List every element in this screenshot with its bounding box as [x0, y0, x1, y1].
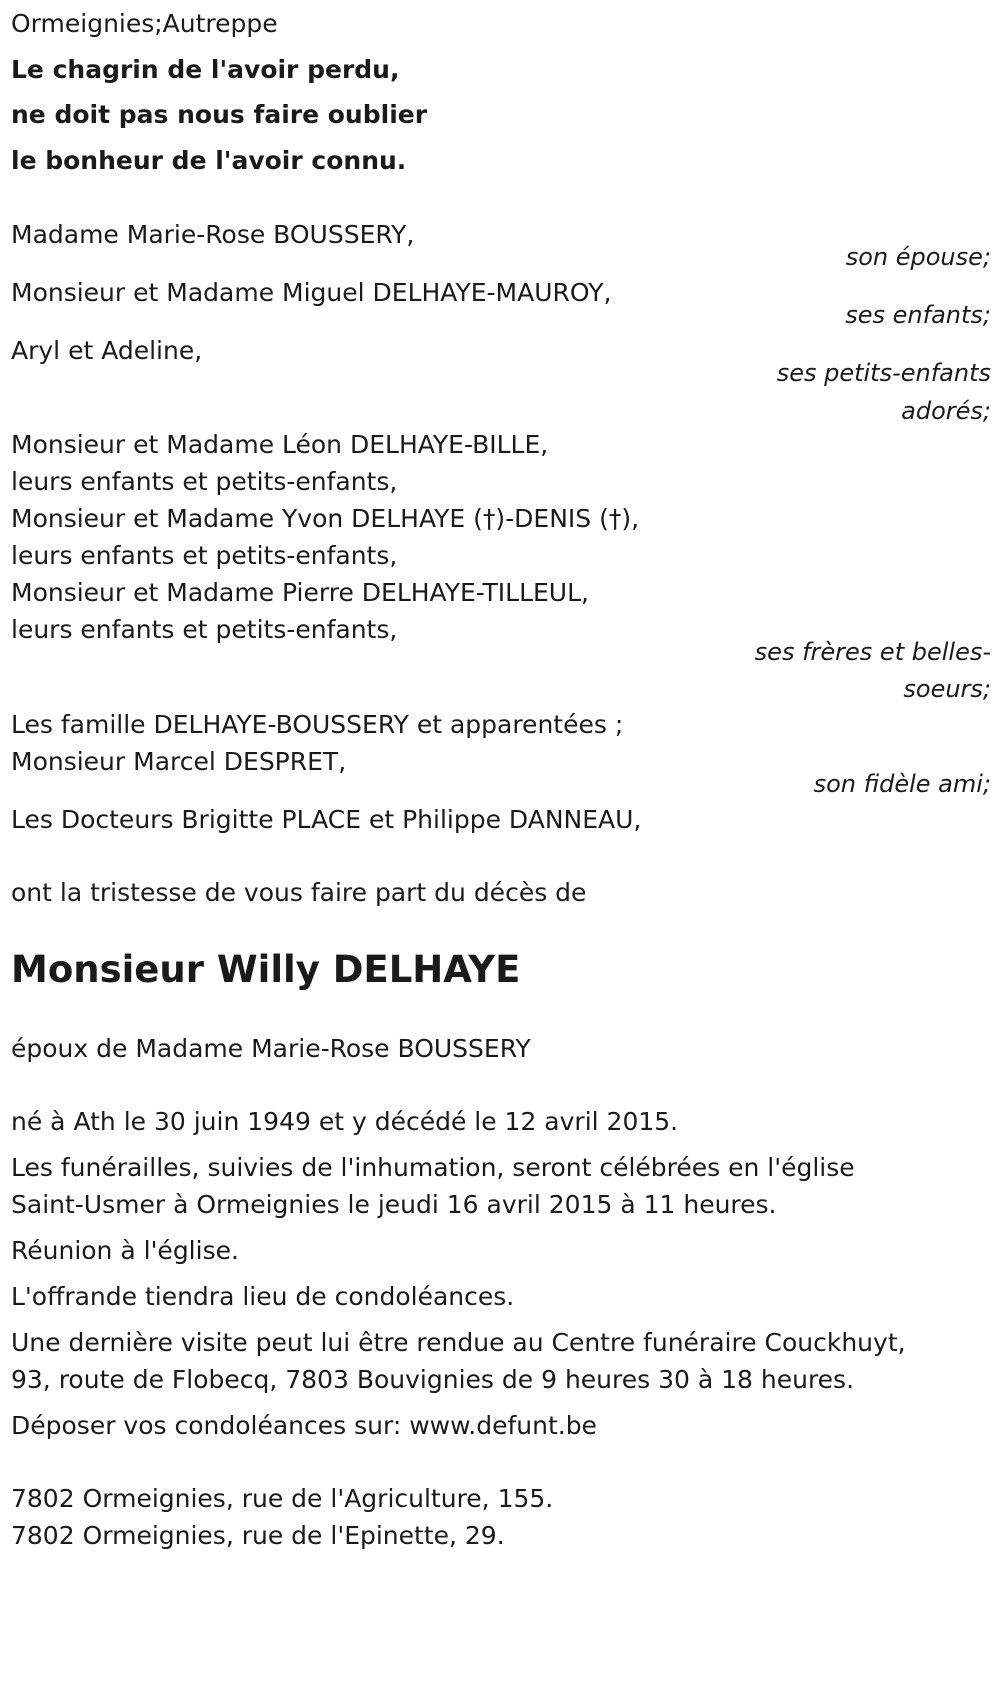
friend-name: Monsieur Marcel DESPRET, — [11, 747, 347, 776]
visit-line-2: 93, route de Flobecq, 7803 Bouvignies de 9 heures 30 à 18 heures. — [11, 1365, 855, 1394]
sibling-line-1: Monsieur et Madame Léon DELHAYE-BILLE, — [11, 430, 549, 459]
condolences-line: Déposer vos condoléances sur: www.defunt.be — [11, 1411, 597, 1440]
birth-death-line: né à Ath le 30 juin 1949 et y décédé le 12 avril 2015. — [11, 1107, 679, 1136]
address-line-2: 7802 Ormeignies, rue de l'Epinette, 29. — [11, 1521, 505, 1550]
sibling-line-5: Monsieur et Madame Pierre DELHAYE-TILLEUL, — [11, 578, 589, 607]
extended-family: Les famille DELHAYE-BOUSSERY et apparentées ; — [11, 710, 624, 739]
siblings-relation-line-1: ses frères et belles- — [754, 638, 991, 666]
spouse-of-line: époux de Madame Marie-Rose BOUSSERY — [11, 1034, 531, 1063]
grandchildren-relation-line-1: ses petits-enfants — [776, 359, 991, 387]
children-relation: ses enfants; — [845, 301, 991, 329]
spouse-name: Madame Marie-Rose BOUSSERY, — [11, 220, 415, 249]
meeting-line: Réunion à l'église. — [11, 1236, 239, 1265]
spouse-relation: son épouse; — [845, 243, 991, 271]
funeral-line-2: Saint-Usmer à Ormeignies le jeudi 16 avril 2015 à 11 heures. — [11, 1190, 777, 1219]
funeral-line-1: Les funérailles, suivies de l'inhumation, seront célébrées en l'église — [11, 1153, 855, 1182]
grandchildren-relation-line-2: adorés; — [901, 397, 991, 425]
offering-line: L'offrande tiendra lieu de condoléances. — [11, 1282, 515, 1311]
sibling-line-2: leurs enfants et petits-enfants, — [11, 467, 398, 496]
sibling-line-6: leurs enfants et petits-enfants, — [11, 615, 398, 644]
grandchildren-name: Aryl et Adeline, — [11, 336, 203, 365]
location-header: Ormeignies;Autreppe — [11, 9, 278, 38]
sibling-line-4: leurs enfants et petits-enfants, — [11, 541, 398, 570]
siblings-relation-line-2: soeurs; — [903, 675, 991, 703]
quote-line-2: ne doit pas nous faire oublier — [11, 100, 428, 129]
sibling-line-3: Monsieur et Madame Yvon DELHAYE (†)-DENIS (†), — [11, 504, 640, 533]
children-name: Monsieur et Madame Miguel DELHAYE-MAUROY, — [11, 278, 612, 307]
deceased-name: Monsieur Willy DELHAYE — [11, 948, 521, 991]
quote-line-3: le bonheur de l'avoir connu. — [11, 146, 407, 175]
visit-line-1: Une dernière visite peut lui être rendue au Centre funéraire Couckhuyt, — [11, 1328, 906, 1357]
address-line-1: 7802 Ormeignies, rue de l'Agriculture, 155. — [11, 1484, 554, 1513]
announcement-line: ont la tristesse de vous faire part du décès de — [11, 878, 587, 907]
friend-relation: son fidèle ami; — [813, 770, 991, 798]
quote-line-1: Le chagrin de l'avoir perdu, — [11, 55, 400, 84]
doctors-line: Les Docteurs Brigitte PLACE et Philippe DANNEAU, — [11, 805, 642, 834]
